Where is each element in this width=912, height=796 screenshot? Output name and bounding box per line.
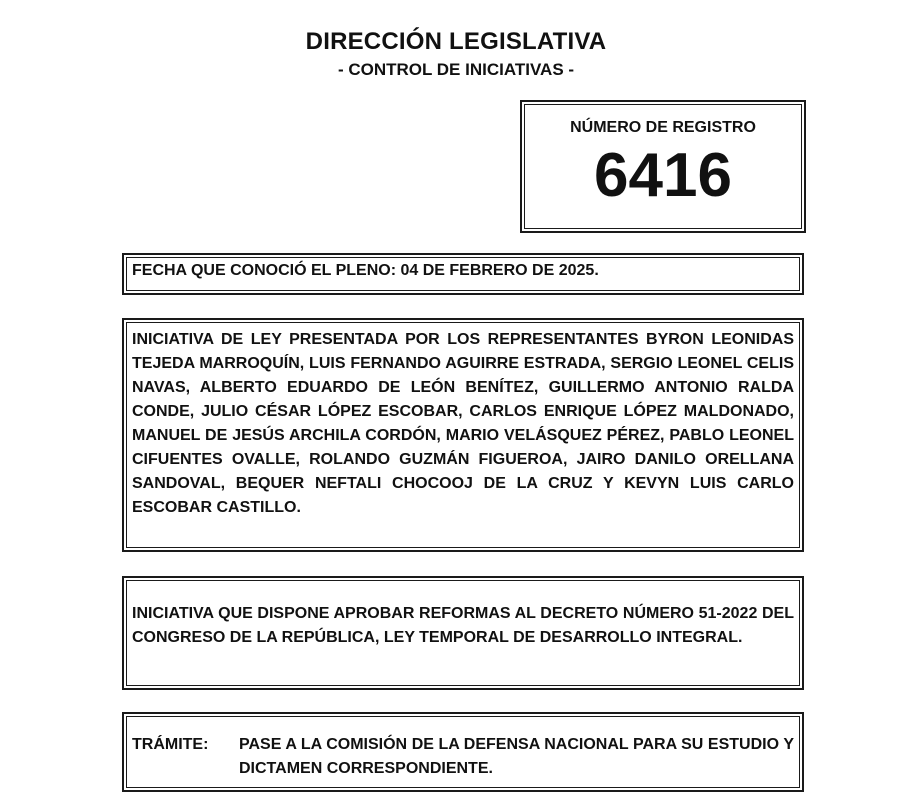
presentada-box bbox=[122, 318, 804, 552]
tramite-label: TRÁMITE: bbox=[132, 736, 209, 753]
fecha-box bbox=[122, 253, 804, 295]
fecha-text: FECHA QUE CONOCIÓ EL PLENO: 04 DE FEBRERO DE 2025. bbox=[132, 262, 599, 279]
registro-label: NÚMERO DE REGISTRO bbox=[570, 119, 756, 136]
tramite-box bbox=[122, 712, 804, 792]
presentada-text: INICIATIVA DE LEY PRESENTADA POR LOS REPRESENTANTES BYRON LEONIDAS TEJEDA MARROQUÍN, LUIS FERNANDO AGUIRRE ESTRADA, SERGIO LEONEL CELIS NAVAS, ALBERTO EDUARDO DE LEÓN BENÍTEZ, GUILLERMO ANTONIO RALDA CONDE, JULIO CÉSAR LÓPEZ ESCOBAR, CARLOS ENRIQUE LÓPEZ MALDONADO, MANUEL DE JESÚS ARCHILA CORDÓN, MARIO VELÁSQUEZ PÉREZ, PABLO LEONEL CIFUENTES OVALLE, ROLANDO GUZMÁN FIGUEROA, JAIRO DANILO ORELLANA SANDOVAL, BEQUER NEFTALI CHOCOOJ DE LA CRUZ Y KEVYN LUIS CARLO ESCOBAR CASTILLO. bbox=[132, 331, 794, 516]
page-title: DIRECCIÓN LEGISLATIVA bbox=[305, 28, 607, 55]
dispone-text: INICIATIVA QUE DISPONE APROBAR REFORMAS AL DECRETO NÚMERO 51-2022 DEL CONGRESO DE LA REPÚBLICA, LEY TEMPORAL DE DESARROLLO INTEGRAL. bbox=[132, 605, 794, 646]
tramite-text: PASE A LA COMISIÓN DE LA DEFENSA NACIONAL PARA SU ESTUDIO Y DICTAMEN CORRESPONDIENTE. bbox=[239, 736, 794, 777]
registro-box bbox=[520, 100, 806, 233]
page-subtitle: - CONTROL DE INICIATIVAS - bbox=[337, 60, 575, 79]
registro-number: 6416 bbox=[594, 141, 732, 210]
dispone-box bbox=[122, 576, 804, 690]
